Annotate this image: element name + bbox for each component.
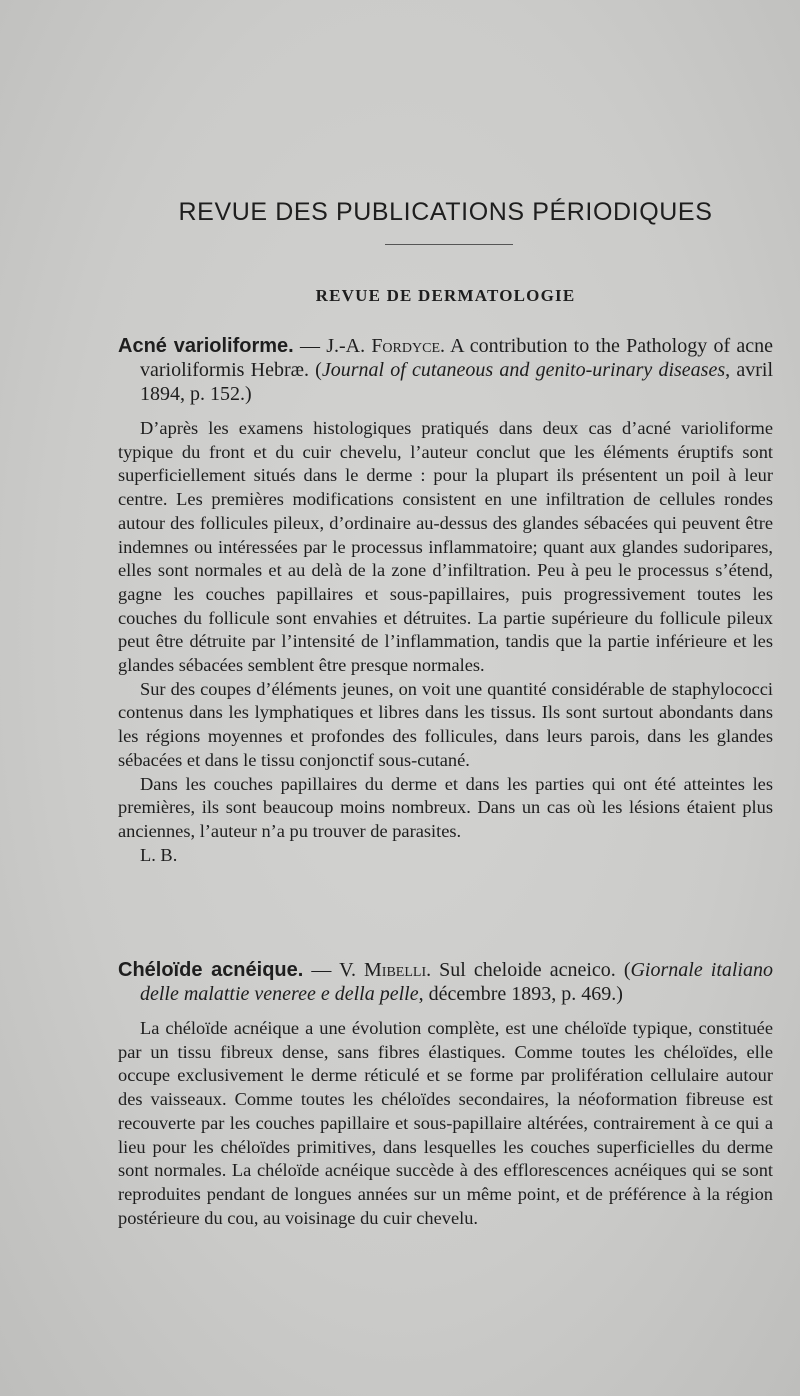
reference-text: . A contribution to the Pathology of acne varioliformis Hebræ. ( — [140, 335, 773, 381]
reference-end: , avril 1894, p. 152.) — [140, 359, 773, 405]
article-author: Mibelli — [364, 959, 427, 981]
journal-name: Journal of cutaneous and genito-urinary diseases — [321, 359, 726, 381]
section-heading: REVUE DE DERMATOLOGIE — [315, 286, 576, 305]
article-cheloide-acneique — [118, 958, 773, 1230]
body-paragraph: La chéloïde acnéique a une évolution complète, est une chéloïde typique, constituée par un tissu fibreux dense, sans fibres élastiques. Comme toutes les chéloïdes, elle occupe exclusivement le derme réticulé et se forme par prolifération cellulaire autour des vaisseaux. Comme toutes les chéloïdes secondaires, la néoformation fibreuse est recouverte par les couches papillaire et sous-papillaire altérées, contrairement à ce qui a lieu pour les chéloïdes primitives, dans lesquelles les couches superficielles du derme sont normales. La chéloïde acnéique succède à des efflorescences acnéiques qui se sont reproduites pendant de longues années sur un même point, et de préférence à la région postérieure du cou, au voisinage du cuir chevelu. — [118, 1018, 773, 1228]
body-paragraph: D’après les examens histologiques pratiqués dans deux cas d’acné varioliforme typique du front et du cuir chevelu, l’auteur conclut que les éléments éruptifs sont superficiellement situés dans le derme : pour la plupart ils présentent un poil à leur centre. Les premières modifications consistent en une infiltration de cellules rondes autour des follicules pileux, d’ordinaire au-dessus des glandes sébacées qui peuvent être indemnes ou intéressées par le processus inflammatoire; quant aux glandes sudoripares, elles sont normales et au delà de la zone d’infiltration. Peu à peu le processus s’étend, gagne les couches papillaires et sous-papillaires, puis progressivement toutes les couches du follicule sont envahies et détruites. La partie supérieure du follicule pileux peut être détruite par l’intensité de l’inflammation, tandis que la partie inférieure et les glandes sébacées semblent être presque normales. — [118, 418, 773, 676]
article-reference — [118, 958, 773, 1006]
title-divider — [385, 244, 513, 245]
body-paragraph: Sur des coupes d’éléments jeunes, on voit une quantité considérable de staphylococci contenus dans les lymphatiques et libres dans les tissus. Ils sont surtout abondants dans les régions moyennes et profondes des follicules, dans leurs parois, dans les glandes sébacées et dans le tissu conjonctif sous-cutané. — [118, 678, 773, 770]
article-reference — [118, 334, 773, 406]
article-author: Fordyce — [371, 335, 440, 357]
article-body — [118, 417, 773, 867]
journal-name: Giornale italiano delle malattie veneree e della pelle — [140, 959, 773, 1005]
page-title: REVUE DES PUBLICATIONS PÉRIODIQUES — [178, 198, 713, 226]
reference-dash: — V. — [303, 959, 364, 981]
reference-dash: — J.-A. — [293, 335, 372, 357]
article-signature: L. B. — [140, 844, 178, 865]
body-paragraph: Dans les couches papillaires du derme et dans les parties qui ont été atteintes les premières, ils sont beaucoup moins nombreux. Dans un cas où les lésions étaient plus anciennes, l’auteur n’a pu trouver de parasites. — [118, 773, 773, 841]
article-title: Acné varioliforme. — [118, 335, 294, 357]
article-acne-varioliforme — [118, 334, 773, 867]
reference-text: . Sul cheloide acneico. ( — [426, 959, 631, 981]
article-body — [118, 1017, 773, 1230]
reference-end: , décembre 1893, p. 469.) — [418, 983, 623, 1005]
article-title: Chéloïde acnéique. — [118, 959, 304, 981]
